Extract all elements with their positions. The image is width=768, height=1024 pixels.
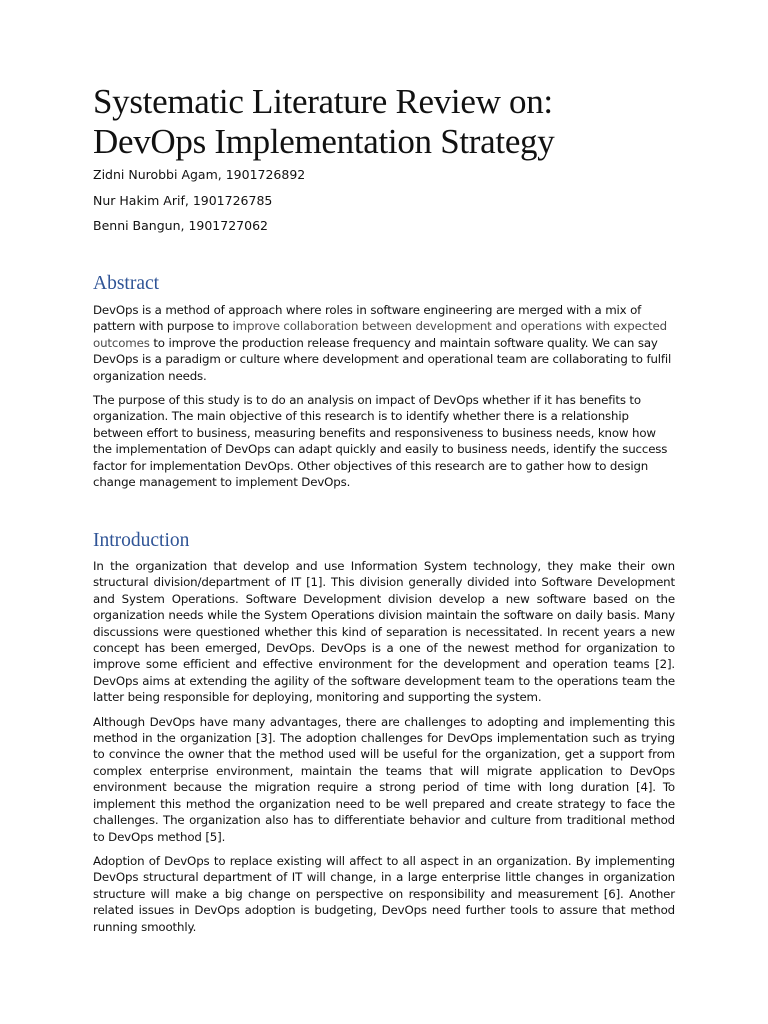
abstract-p1-text-after: to improve the production release frequency and maintain software quality. We can say DevOps is a paradigm or culture where development and operational team are collaborating to fulfil organization needs. (93, 335, 672, 383)
abstract-heading: Abstract (93, 273, 160, 294)
introduction-section (93, 558, 675, 943)
abstract-paragraph-1 (93, 302, 675, 384)
introduction-paragraph-3: Adoption of DevOps to replace existing will affect to all aspect in an organization. By implementing DevOps structural department of IT will change, in a large enterprise little changes in organization structure will make a big change on perspective on responsibility and measurement [6]. Another related issues in DevOps adoption is budgeting, DevOps need further tools to assure that method running smoothly. (93, 853, 675, 934)
title-line-2: DevOps Implementation Strategy (93, 122, 555, 161)
abstract-p1-highlight: improve collaboration between development and operations with expected outcomes (93, 319, 667, 350)
introduction-paragraph-2: Although DevOps have many advantages, there are challenges to adopting and implementing this method in the organization [3]. The adoption challenges for DevOps implementation such as trying to convince the owner that the method used will be useful for the organization, get a support from complex enterprise environment, maintain the teams that will migrate application to DevOps environment because the migration require a strong period of time with long duration [4]. To implement this method the organization need to be well prepared and create strategy to face the challenges. The organization also has to differentiate behavior and culture from traditional method to DevOps method [5]. (93, 714, 675, 844)
abstract-section (93, 302, 675, 498)
introduction-heading: Introduction (93, 530, 190, 551)
author-1: Zidni Nurobbi Agam, 1901726892 (93, 167, 306, 182)
author-3: Benni Bangun, 1901727062 (93, 218, 268, 233)
introduction-paragraph-1: In the organization that develop and use Information System technology, they make their own structural division/department of IT [1]. This division generally divided into Software Development and System Operations. Software Development division develop a new software based on the organization needs while the System Operations division maintain the software on daily basis. Many discussions were questioned whether this kind of separation is necessitated. In recent years a new concept has been emerged, DevOps. DevOps is a one of the newest method for organization to improve some efficient and effective environment for the development and operation teams [2]. DevOps aims at extending the agility of the software development team to the operations team the latter being responsible for deploying, monitoring and supporting the system. (93, 559, 675, 705)
author-list (93, 166, 693, 243)
author-2: Nur Hakim Arif, 1901726785 (93, 192, 273, 208)
title-line-1: Systematic Literature Review on: (93, 82, 553, 121)
abstract-p1-text-before: DevOps is a method of approach where roles in software engineering are merged with a mix of pattern with purpose to (93, 303, 642, 334)
abstract-paragraph-2: The purpose of this study is to do an analysis on impact of DevOps whether if it has benefits to organization. The main objective of this research is to identify whether there is a relationship between effort to business, measuring benefits and responsiveness to business needs, know how the implementation of DevOps can adapt quickly and easily to business needs, identify the success factor for implementation DevOps. Other objectives of this research are to gather how to design change management to implement DevOps. (93, 393, 668, 490)
paper-title (93, 82, 693, 162)
